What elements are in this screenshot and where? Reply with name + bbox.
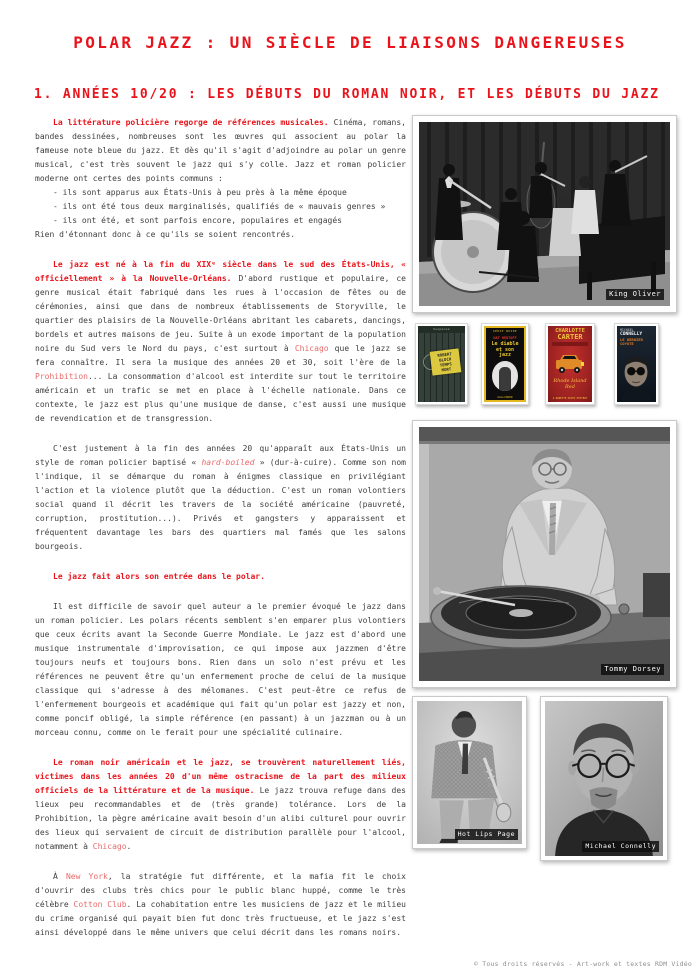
book-cover-art — [548, 326, 592, 402]
book-author: MICHAEL — [620, 328, 634, 332]
book-cover-art — [484, 326, 526, 402]
paragraph-2 — [35, 258, 406, 426]
paragraph-lead: Le jazz est né à la fin du XIXᵉ siècle dans le sud des États-Unis, « officiellement » à la Nouvelle-Orléans. — [35, 260, 406, 283]
photo-michael-connelly — [540, 696, 668, 861]
portrait-illustration — [545, 701, 663, 856]
paragraph-3 — [35, 442, 406, 554]
term-hard-boiled: hard-boiled — [201, 458, 255, 467]
book-cover-temps-mort — [415, 323, 468, 405]
paragraph-text: À — [53, 872, 66, 881]
book-title: COYOTE — [620, 341, 634, 347]
book-author: CHARLOTTE — [555, 328, 585, 334]
book-cover-le-dernier-coyote — [614, 323, 659, 405]
paragraph-text: » (dur-à-cuire). Comme son nom l'indique, il se démarque du roman à énigmes classique en privilégiant l'action et la violence plutôt que la déduction. C'est un roman volontiers social quand il décrit les travers de la société américaine (pauvreté, corruption, prostitution...). Privés et gangsters y apparaissent et fréquentent davantage les bars des quartiers mal famés que les salons bourgeois. — [35, 458, 406, 551]
photo-caption: Tommy Dorsey — [601, 664, 664, 675]
book-collection-label: Suspense — [418, 326, 465, 333]
king-oliver-photo-art — [419, 122, 670, 306]
paragraph-text: D'abord rustique et populaire, ce genre musical était fabriqué dans les rues à l'occasion de fêtes ou de cérémonies, ainsi que dans de nombreux établissements de Storyville, le quartier des plaisirs de la Nouvelle-Orléans abritant les cabarets, dancings, bordels et autres maisons de jeu. Suite à un exode important de la population noire du Sud vers le Nord du pays, c'est surtout à — [35, 274, 406, 353]
photo-hot-lips-page — [412, 696, 527, 849]
book-title: LE DERNIER — [620, 337, 643, 342]
link-new-york[interactable]: New York — [65, 872, 108, 881]
bullet-item: - ils ont été, et sont parfois encore, populaires et engagés — [53, 216, 342, 225]
link-chicago[interactable]: Chicago — [92, 842, 127, 851]
paragraph-lead: Le jazz fait alors son entrée dans le polar. — [53, 572, 265, 581]
paragraph-5 — [35, 600, 406, 740]
paragraph-lead: Le roman noir américain et le jazz, se trouvèrent naturellement liés, victimes dans les années 20 d'un même ostracisme de la part des milieux officiels de la littérature et de la musique. — [35, 758, 406, 795]
paragraph-6 — [35, 756, 406, 854]
paragraph-text: C'est justement à la fin des années 20 qu'apparaît aux États-Unis un style de roman policier baptisé « — [35, 444, 406, 467]
paragraph-text: que le jazz se fera connaître. Il sera la musique des années 20 et 30, soit l'ère de la — [35, 344, 406, 367]
book-cover-le-diable-et-son-jazz — [481, 323, 529, 405]
link-prohibition[interactable]: Prohibition — [35, 372, 88, 381]
paragraph-text: . — [126, 842, 132, 851]
hot-lips-page-photo-art — [417, 701, 522, 844]
bullet-item: - ils ont été tous deux marginalisés, qualifiés de « mauvais genres » — [53, 202, 386, 211]
book-publisher: GALLIMARD — [497, 395, 513, 399]
paragraph-text: , la stratégie fut différente, et la mafia fit le choix d'ouvrir des clubs très chics pour le public blanc huppé, comme le très célèbre — [35, 872, 406, 909]
paragraph-text: ... La consommation d'alcool est interdite sur tout le territoire américain et un trafic se met en place à l'échelle nationale. Dans ce contexte, le jazz est plus qu'une musique de danse, c'est aussi une musique de revendication et de transgression. — [35, 372, 406, 423]
paragraph-lead: La littérature policière regorge de références musicales. — [53, 118, 329, 127]
book-author: CARTER — [557, 333, 583, 341]
photo-caption: Hot Lips Page — [455, 829, 518, 840]
book-cover-art — [418, 326, 465, 402]
taxi-illustration — [554, 352, 586, 374]
tommy-dorsey-photo-art — [419, 427, 670, 681]
bullet-item: - ils sont apparus aux États-Unis à peu près à la même époque — [53, 188, 347, 197]
michael-connelly-photo-art — [545, 701, 663, 856]
trumpeter-illustration — [417, 701, 522, 844]
paragraph-text: Rien d'étonnant donc à ce qu'ils se soient rencontrés. — [35, 230, 296, 239]
band-scene-illustration — [419, 122, 670, 306]
book-cover-art — [617, 326, 656, 402]
saxophonist-oval-art — [492, 361, 518, 391]
paragraph-text: Cinéma, romans, bandes dessinées, nombreuses sont les œuvres qui associent au polar la fameuse note bleue du jazz. Et dès qu'il s'agit d'adjoindre au polar un genre musical, c'est très souvent le jazz qui s'y colle. Jazz et roman policier moderne ont certes des points communs : — [35, 118, 406, 183]
book-title-sticker: ROBERT BLOCH TEMPS MORT — [430, 348, 462, 375]
article-body — [35, 108, 406, 940]
book-title: Le diable et son jazz — [491, 341, 519, 358]
cover-band — [552, 342, 587, 346]
paragraph-text: . La cohabitation entre les musiciens de jazz et le milieu du crime organisé qui payait bien fut donc très fructueuse, et le jazz s'est ainsi développé dans le même univers que celui décrit dans les romans noirs. — [35, 900, 407, 937]
link-chicago[interactable]: Chicago — [294, 344, 329, 353]
paragraph-7 — [35, 870, 406, 940]
book-tagline: A NANETTE HAYES MYSTERY — [552, 397, 588, 400]
paragraph-text: Il est difficile de savoir quel auteur a le premier évoqué le jazz dans un roman policier. Les polars récents semblent s'en emparer plus volontiers que ceux écrits avant la Seconde Guerre Mondiale. Le jazz est d'abord une musique instrumentale d'improvisation, ce qui impose aux jazzmen d'être toujours neufs et toujours bons. Rien dans un solo n'est prévu et les références ne peuvent être qu'un enfermement proche de celui de la musique classique qui s'adresse à des mélomanes. C'est peut-être ce refus de l'enfermement bourgeois et académique qui fait qu'un polar est jazzy et non, comme poncif obligé, la simple référence (en passant) à un jazzman ou à un morceau connu, comme on le ferait pour une spécialité culinaire. — [35, 602, 406, 737]
book-title: Rhode Island Red — [553, 378, 587, 390]
paragraph-1 — [35, 116, 406, 186]
photo-tommy-dorsey — [412, 420, 677, 688]
photo-king-oliver-band — [412, 115, 677, 313]
turntable-scene-illustration — [419, 427, 670, 681]
book-cover-rhode-island-red — [545, 323, 595, 405]
book-author: NAT HENTOFF — [493, 336, 517, 340]
photo-caption: Michael Connelly — [582, 841, 659, 852]
book-author: CONNELLY — [620, 332, 643, 337]
page-title: POLAR JAZZ : UN SIÈCLE DE LIAISONS DANGEREUSES — [73, 33, 627, 52]
paragraph-4 — [35, 570, 406, 584]
photo-caption: King Oliver — [606, 289, 664, 300]
link-cotton-club[interactable]: Cotton Club — [73, 900, 127, 909]
section-heading: 1. ANNÉES 10/20 : LES DÉBUTS DU ROMAN NOIR, ET LES DÉBUTS DU JAZZ — [34, 87, 660, 102]
book-collection-label: SÉRIE NOIRE — [492, 329, 518, 333]
copyright-notice: © Tous droits réservés - Art-work et textes RDM Vidéo — [473, 960, 692, 968]
face-with-sunglasses-art — [617, 350, 656, 402]
paragraph-text: Le jazz trouva refuge dans des lieux peu recommandables et de (très grande) tolérance. Lors de la Prohibition, la pègre américaine avait besoin d'un alibi culturel pour ouvrir des lieux qui servaient de circuit de distribution parallèle pour l'alcool, notamment à — [35, 786, 406, 851]
